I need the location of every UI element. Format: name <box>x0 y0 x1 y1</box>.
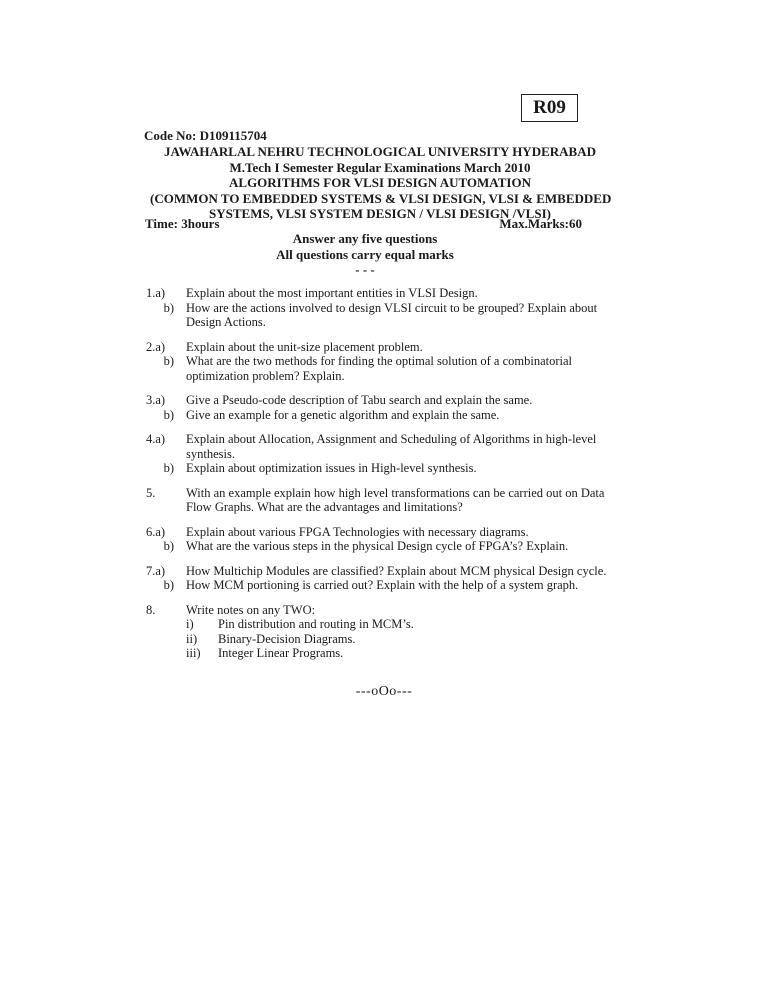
question-part <box>146 432 626 461</box>
question-text: Explain about optimization issues in High-level synthesis. <box>186 461 477 475</box>
regulation-badge: R09 <box>521 94 578 122</box>
question-text: Explain about various FPGA Technologies with necessary diagrams. <box>186 524 529 539</box>
question-part <box>146 564 626 579</box>
question-number: b) <box>163 539 174 553</box>
exam-title: M.Tech I Semester Regular Examinations March 2010 <box>229 159 531 175</box>
university-name: JAWAHARLAL NEHRU TECHNOLOGICAL UNIVERSITY HYDERABAD <box>164 144 596 159</box>
question-number: b) <box>163 354 174 368</box>
question-part <box>146 393 626 408</box>
question-number: 3.a) <box>146 393 166 407</box>
question-list <box>146 286 626 671</box>
footer-end-mark: ---oOo--- <box>355 684 413 699</box>
exam-header <box>150 144 610 222</box>
time-marks-row <box>145 216 582 232</box>
question-number: b) <box>163 461 174 475</box>
sub-item-number: i) <box>186 617 194 631</box>
question-part <box>146 340 626 355</box>
max-marks-label: Max.Marks:60 <box>499 216 582 231</box>
question-1 <box>146 286 626 330</box>
question-number: 7.a) <box>146 563 166 578</box>
question-3 <box>146 393 626 422</box>
question-part <box>146 461 626 476</box>
question-part <box>146 486 626 515</box>
question-text: Explain about Allocation, Assignment and Scheduling of Algorithms in high-level synthesis. <box>186 432 597 461</box>
question-part <box>146 354 626 383</box>
subject-title: ALGORITHMS FOR VLSI DESIGN AUTOMATION <box>229 175 531 190</box>
instruction-separator: - - - <box>355 262 375 277</box>
question-8 <box>146 603 626 661</box>
sub-item-text: Integer Linear Programs. <box>218 646 344 660</box>
sub-item-text: Binary-Decision Diagrams. <box>218 631 356 646</box>
sub-item-number: ii) <box>186 631 198 646</box>
question-number: 4.a) <box>146 432 166 446</box>
question-6 <box>146 525 626 554</box>
question-7 <box>146 564 626 593</box>
question-part <box>146 301 626 330</box>
question-text: Explain about the most important entities in VLSI Design. <box>186 286 478 300</box>
instruction-line-1: Answer any five questions <box>292 231 438 246</box>
question-text: With an example explain how high level transformations can be carried out on Data Flow Graphs. What are the advantages and limitations? <box>186 485 605 514</box>
question-text: Give a Pseudo-code description of Tabu search and explain the same. <box>186 393 533 407</box>
question-part <box>146 286 626 301</box>
question-text: How are the actions involved to design VLSI circuit to be grouped? Explain about Design Actions. <box>186 300 598 329</box>
common-to-line-2: SYSTEMS, VLSI SYSTEM DESIGN / VLSI DESIGN /VLSI) <box>209 206 551 221</box>
sub-item-list <box>186 617 626 661</box>
question-text: How Multichip Modules are classified? Explain about MCM physical Design cycle. <box>186 563 607 578</box>
sub-item-number: iii) <box>186 646 201 660</box>
question-part <box>146 525 626 540</box>
question-2 <box>146 340 626 384</box>
sub-item <box>186 632 626 647</box>
question-text: What are the various steps in the physical Design cycle of FPGA’s? Explain. <box>186 539 569 553</box>
question-text: Explain about the unit-size placement problem. <box>186 339 423 354</box>
question-5 <box>146 486 626 515</box>
sub-item-text: Pin distribution and routing in MCM’s. <box>218 617 414 631</box>
question-part <box>146 539 626 554</box>
question-text: Write notes on any TWO: <box>186 602 316 617</box>
question-part <box>146 578 626 593</box>
question-number: 2.a) <box>146 339 166 354</box>
question-number: 6.a) <box>146 524 166 539</box>
question-number: 8. <box>146 602 156 617</box>
instructions <box>200 231 530 278</box>
common-to-line-1: (COMMON TO EMBEDDED SYSTEMS & VLSI DESIGN, VLSI & EMBEDDED <box>150 190 612 206</box>
time-label: Time: 3hours <box>145 216 220 231</box>
question-number: b) <box>163 578 174 592</box>
question-part <box>146 408 626 423</box>
question-number: 1.a) <box>146 286 166 300</box>
question-number: b) <box>163 300 174 315</box>
instruction-line-2: All questions carry equal marks <box>276 246 454 262</box>
sub-item <box>186 646 626 661</box>
question-text: Give an example for a genetic algorithm and explain the same. <box>186 407 500 422</box>
sub-item <box>186 617 626 632</box>
question-part <box>146 603 626 618</box>
code-number: Code No: D109115704 <box>144 128 267 143</box>
question-number: b) <box>163 407 174 422</box>
question-text: How MCM portioning is carried out? Explain with the help of a system graph. <box>186 578 579 592</box>
question-4 <box>146 432 626 476</box>
question-text: What are the two methods for finding the optimal solution of a combinatorial optimization problem? Explain. <box>186 354 573 383</box>
question-number: 5. <box>146 485 156 500</box>
